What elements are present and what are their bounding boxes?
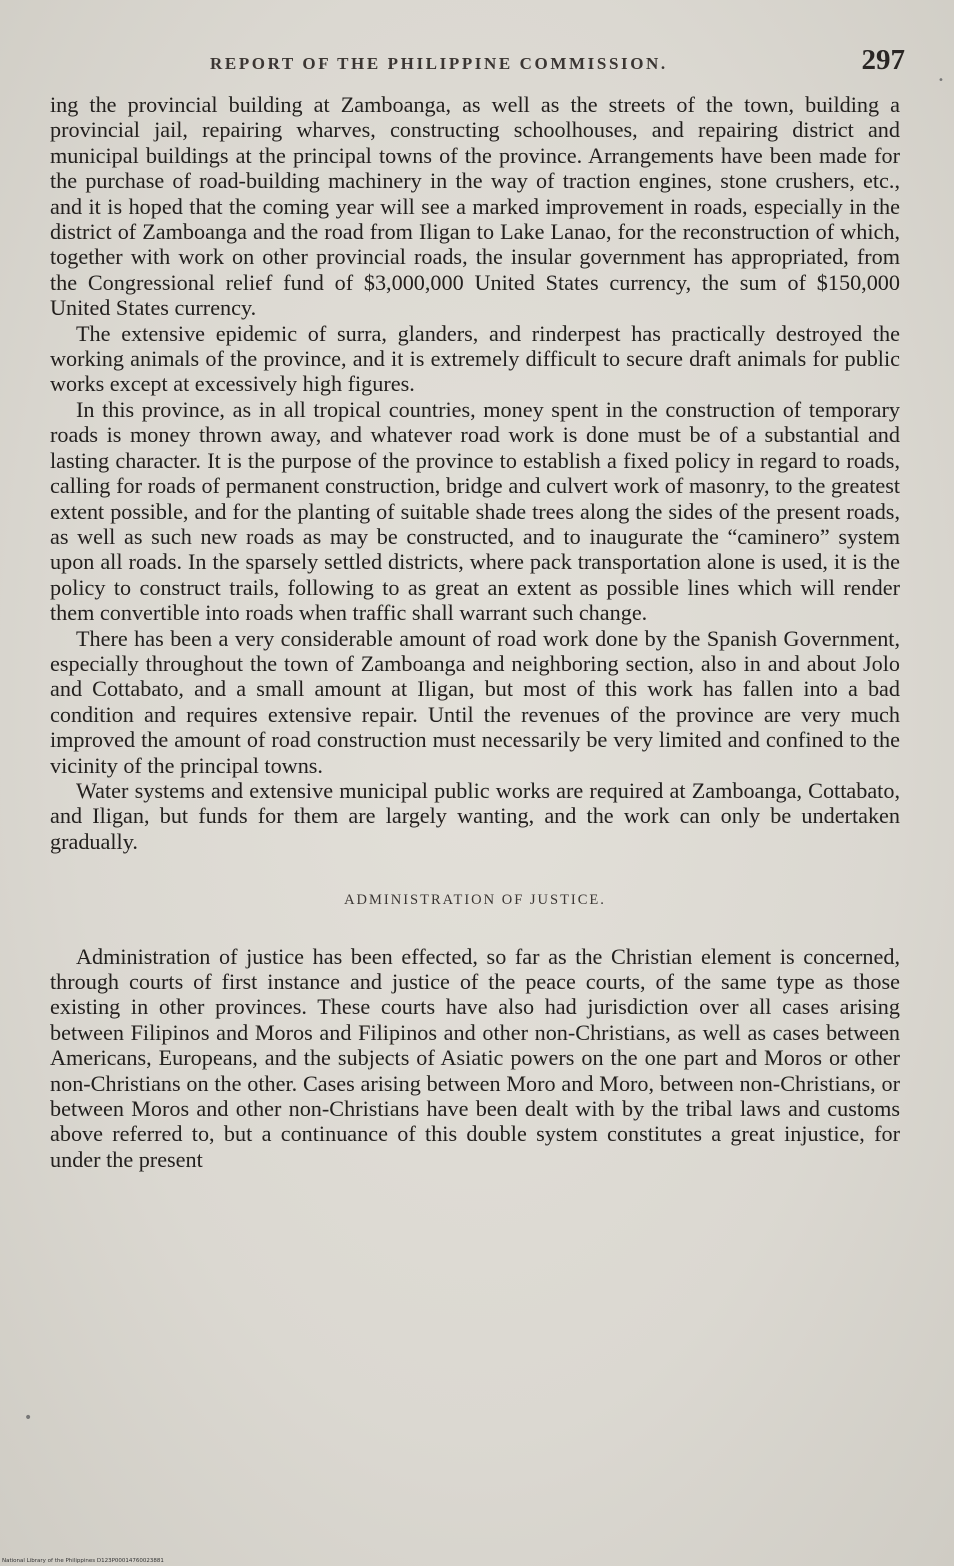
section-heading: ADMINISTRATION OF JUSTICE. <box>344 892 606 909</box>
page-number: 297 <box>861 44 905 76</box>
paragraph: The extensive epidemic of surra, glanders, and rinderpest has practically destroyed the working animals of the province, and it is extremely difficult to secure draft animals for public works except at excessively high figures. <box>50 320 900 397</box>
paragraph: There has been a very considerable amount of road work done by the Spanish Government, especially throughout the town of Zamboanga and neighboring section, also in and about Jolo and Cottabato, and a small amount at Iligan, but most of this work has fallen into a bad condition and requires extensive repair. Until the revenues of the province are very much improved the amount of road construction must necessarily be very limited and confined to the vicinity of the principal towns. <box>50 625 900 778</box>
paragraph: In this province, as in all tropical countries, money spent in the construction of temporary roads is money thrown away, and whatever road work is done must be of a substantial and lasting character. It is the purpose of the province to establish a fixed policy in regard to roads, calling for roads of permanent construction, bridge and culvert work of masonry, to the greatest extent possible, and for the planting of suitable shade trees along the sides of the present roads, as well as such new roads as may be constructed, and to inaugurate the “caminero” system upon all roads. In the sparsely settled districts, where pack transportation alone is used, it is the policy to construct trails, following to as great an extent as possible lines which will render them convertible into roads when traffic shall warrant such change. <box>50 396 900 626</box>
speck-mark: • <box>938 75 944 86</box>
paragraph: ing the provincial building at Zamboanga, as well as the streets of the town, building a provincial jail, repairing wharves, constructing schoolhouses, and repairing district and municipal buildings at the principal towns of the province. Arrangements have been made for the purchase of road-building machinery in the way of traction engines, stone crushers, etc., and it is hoped that the coming year will see a marked improvement in roads, especially in the district of Zamboanga and the road from Iligan to Lake Lanao, for the reconstruction of which, together with work on other provincial roads, the insular government has appropriated, from the Congressional relief fund of $3,000,000 United States currency, the sum of $150,000 United States currency. <box>50 92 900 321</box>
paragraph: Water systems and extensive municipal public works are required at Zamboanga, Cottabato, and Iligan, but funds for them are largely wanting, and the work can only be undertaken gradually. <box>50 777 900 854</box>
scan-footer: National Library of the Philippines D123P00014760023881 <box>2 1558 164 1564</box>
body-text <box>50 92 900 1172</box>
running-head: REPORT OF THE PHILIPPINE COMMISSION. <box>210 54 668 73</box>
page-header <box>50 44 905 84</box>
speck-mark: • <box>24 1410 33 1426</box>
paragraph: Administration of justice has been effected, so far as the Christian element is concerned, through courts of first instance and justice of the peace courts, of the same type as those existing in other provinces. These courts have also had jurisdiction over all cases arising between Filipinos and Moros and Filipinos and other non-Christians, as well as cases between Americans, Europeans, and the subjects of Asiatic powers on the one part and Moros or other non-Christians on the other. Cases arising between Moro and Moro, between non-Christians, or between Moros and other non-Christians have been dealt with by the tribal laws and customs above referred to, but a continuance of this double system constitutes a great injustice, for under the present <box>50 943 900 1172</box>
